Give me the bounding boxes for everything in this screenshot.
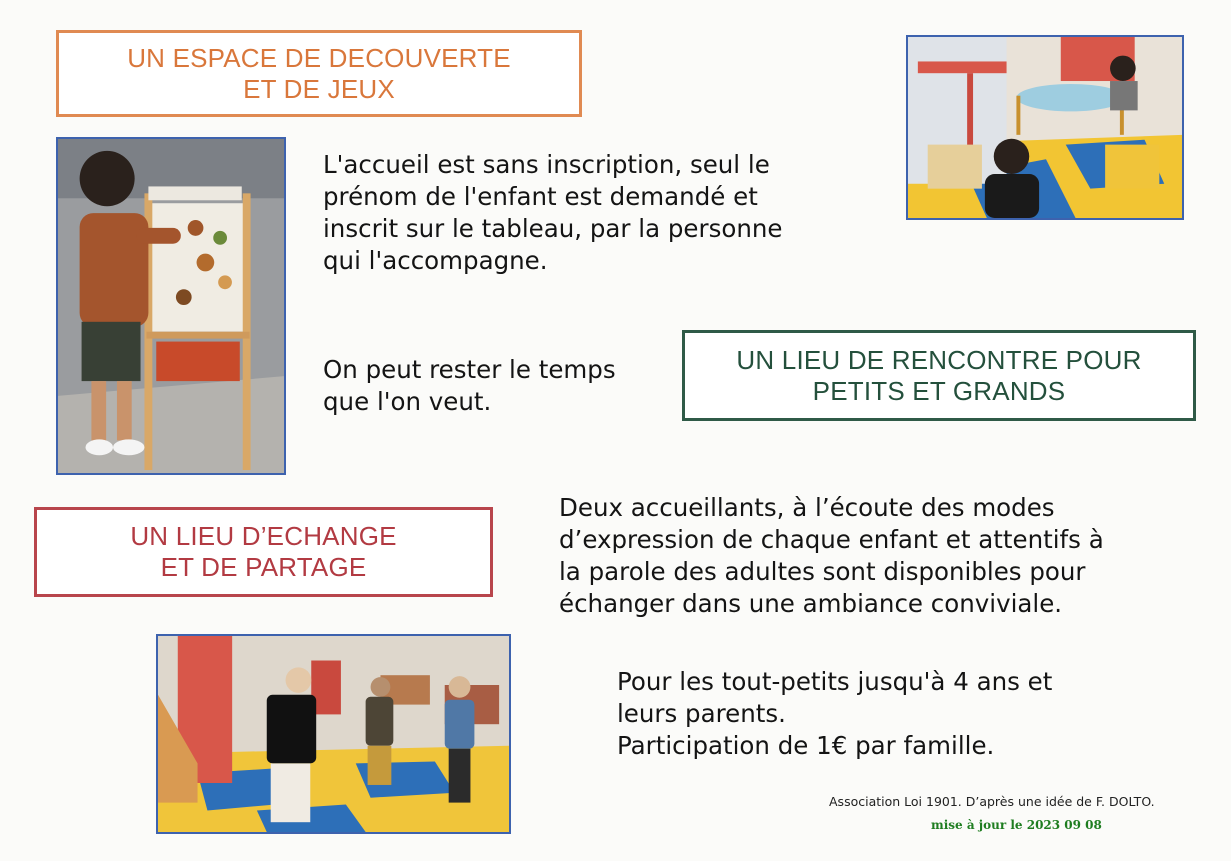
- heading-line: UN ESPACE DE DECOUVERTE: [127, 42, 511, 73]
- footer-association-note: Association Loi 1901. D’après une idée de F. DOLTO.: [829, 794, 1155, 809]
- text-line: Deux accueillants, à l’écoute des modes: [559, 493, 1055, 522]
- text-line: d’expression de chaque enfant et attentifs à: [559, 525, 1104, 554]
- text-line: Participation de 1€ par famille.: [617, 731, 995, 760]
- photo-child-at-easel: [56, 137, 286, 475]
- photo-play-room: [906, 35, 1184, 220]
- heading-line: ET DE JEUX: [243, 73, 395, 104]
- text-line: leurs parents.: [617, 699, 786, 728]
- heading-meeting-place: [682, 330, 1196, 421]
- text-line: inscrit sur le tableau, par la personne: [323, 214, 783, 243]
- text-line: la parole des adultes sont disponibles pour: [559, 557, 1086, 586]
- heading-discovery-and-play: [56, 30, 582, 117]
- text-line: L'accueil est sans inscription, seul le: [323, 150, 770, 179]
- text-line: qui l'accompagne.: [323, 246, 548, 275]
- paragraph-audience: [617, 666, 1052, 762]
- heading-line: UN LIEU DE RENCONTRE POUR: [736, 344, 1142, 375]
- text-line: Pour les tout-petits jusqu'à 4 ans et: [617, 667, 1053, 696]
- text-line: On peut rester le temps: [323, 355, 616, 384]
- heading-line: PETITS ET GRANDS: [812, 375, 1066, 406]
- heading-line: ET DE PARTAGE: [160, 552, 367, 582]
- paragraph-welcome: [323, 149, 782, 277]
- heading-line: UN LIEU D’ECHANGE: [130, 521, 397, 551]
- photo-hosts-in-room: [156, 634, 511, 834]
- paragraph-stay: [323, 354, 616, 418]
- text-line: échanger dans une ambiance conviviale.: [559, 589, 1063, 618]
- heading-exchange-and-sharing: [34, 507, 493, 597]
- footer-update-date: mise à jour le 2023 09 08: [931, 818, 1102, 832]
- text-line: prénom de l'enfant est demandé et: [323, 182, 758, 211]
- text-line: que l'on veut.: [323, 387, 492, 416]
- paragraph-hosts: [559, 492, 1104, 620]
